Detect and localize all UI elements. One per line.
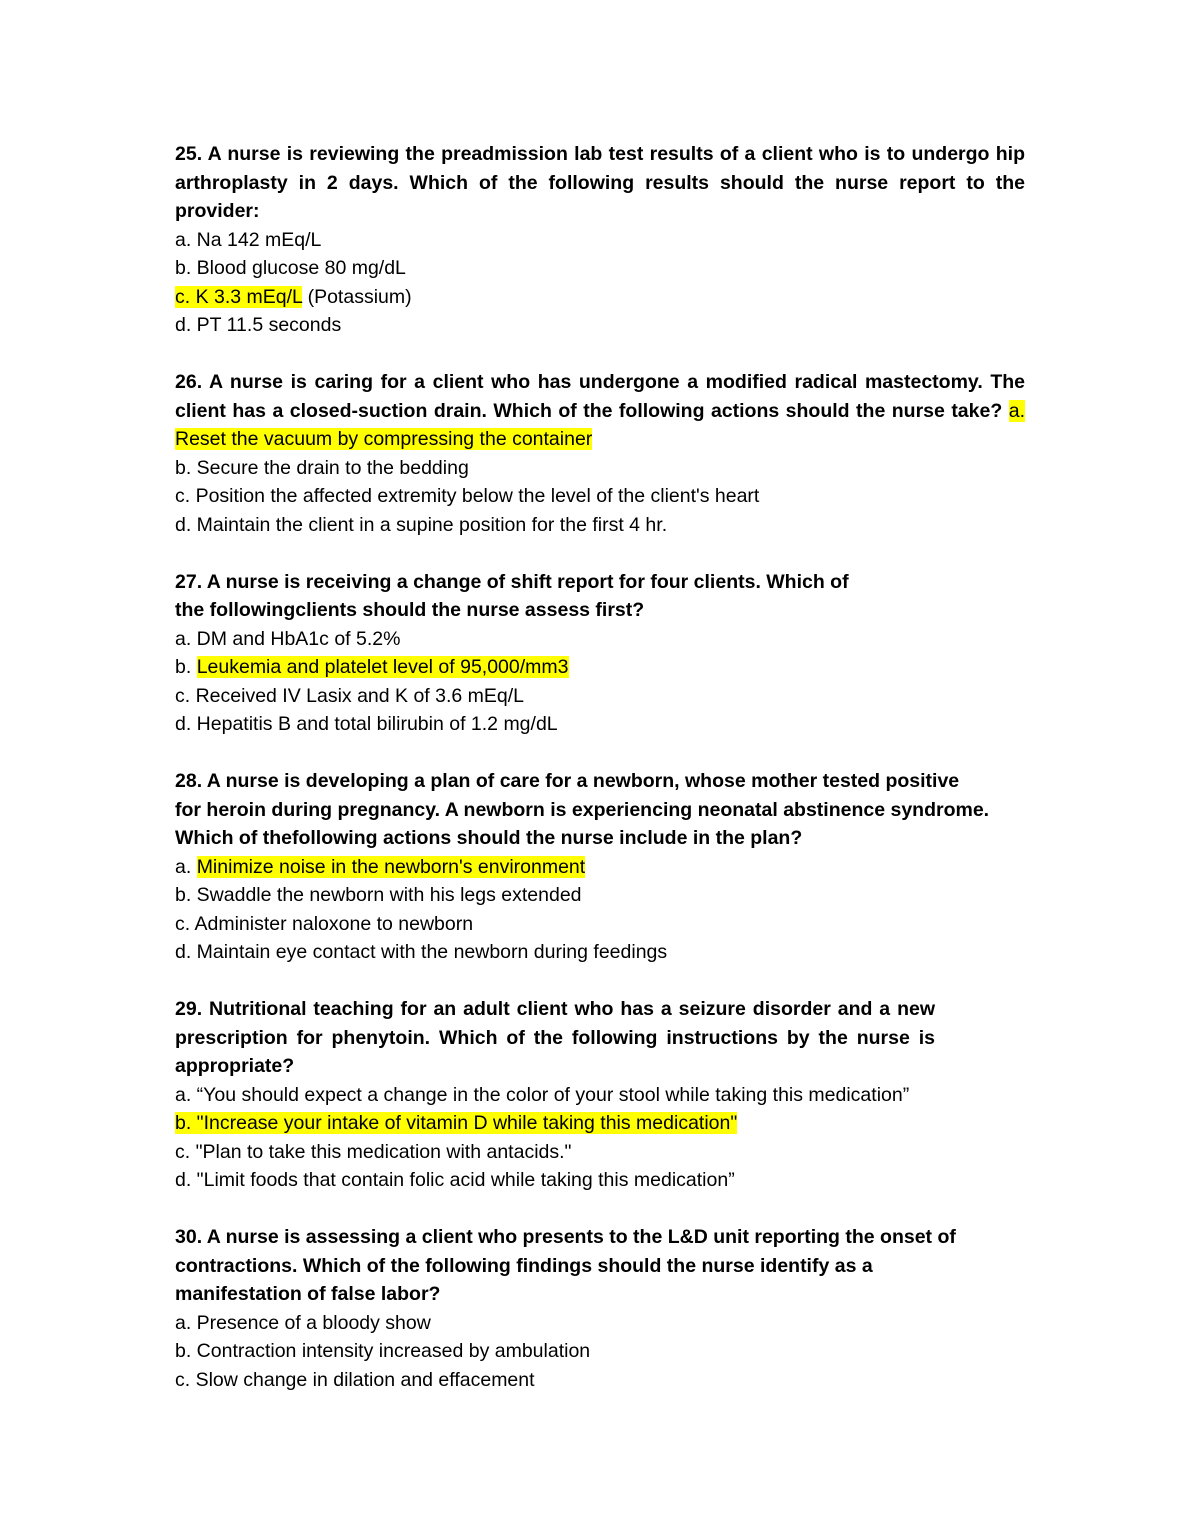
question-stem: 29. Nutritional teaching for an adult client who has a seizure disorder and a new prescription for phenytoin. Which of the following instructions by the nurse is appropriate?: [175, 998, 935, 1077]
question-stem-line-2: contractions. Which of the following findings should the nurse identify as a: [175, 1254, 873, 1277]
question-27: [175, 568, 1025, 739]
question-25: [175, 140, 1025, 340]
option-d: d. Hepatitis B and total bilirubin of 1.2 mg/dL: [175, 713, 558, 735]
question-stem: 25. A nurse is reviewing the preadmission lab test results of a client who is to undergo hip arthroplasty in 2 days. Which of the following results should the nurse report to the provider:: [175, 143, 1025, 222]
question-stem-line-2: the followingclients should the nurse assess first?: [175, 599, 645, 621]
option-c: [175, 283, 1025, 312]
question-stem-line-1: 27. A nurse is receiving a change of shift report for four clients. Which of: [175, 570, 849, 593]
highlighted-answer: Leukemia and platelet level of 95,000/mm3: [196, 656, 569, 678]
question-stem-text: 26. A nurse is caring for a client who has undergone a modified radical mastectomy. The client has a closed-suction drain. Which of the following actions should the nurse take?: [175, 371, 1025, 422]
option-d: d. PT 11.5 seconds: [175, 314, 342, 336]
option-d: d. Maintain the client in a supine position for the first 4 hr.: [175, 513, 668, 536]
option-b: b. Swaddle the newborn with his legs extended: [175, 884, 582, 906]
option-a: a. Na 142 mEq/L: [175, 228, 322, 251]
option-d: d. Maintain eye contact with the newborn during feedings: [175, 941, 668, 963]
question-stem: [175, 368, 1025, 454]
option-b: b. Contraction intensity increased by ambulation: [175, 1340, 591, 1362]
question-28: [175, 767, 1025, 967]
option-b: b. Blood glucose 80 mg/dL: [175, 257, 406, 279]
option-c: c. Slow change in dilation and effacement: [175, 1368, 535, 1391]
highlighted-answer: b. "Increase your intake of vitamin D while taking this medication": [175, 1112, 738, 1134]
option-c: c. Position the affected extremity below the level of the client's heart: [175, 485, 760, 507]
question-stem-line-3: Which of thefollowing actions should the nurse include in the plan?: [175, 827, 803, 849]
question-29: [175, 995, 1025, 1195]
question-stem-line-3: manifestation of false labor?: [175, 1283, 441, 1305]
question-stem-line-1: 28. A nurse is developing a plan of care for a newborn, whose mother tested positive: [175, 770, 960, 792]
option-c-note: (Potassium): [302, 285, 412, 308]
option-b: [175, 653, 1025, 682]
option-a: [175, 853, 1025, 882]
option-c: c. "Plan to take this medication with antacids.": [175, 1140, 572, 1163]
question-stem-line-2: for heroin during pregnancy. A newborn is experiencing neonatal abstinence syndrome.: [175, 798, 990, 821]
question-26: [175, 368, 1025, 539]
question-stem-line-1: 30. A nurse is assessing a client who presents to the L&D unit reporting the onset of: [175, 1226, 956, 1248]
option-a: a. DM and HbA1c of 5.2%: [175, 627, 401, 650]
option-b-prefix: b.: [175, 656, 197, 678]
option-a-prefix: a.: [175, 855, 197, 878]
option-a: a. Presence of a bloody show: [175, 1311, 431, 1334]
highlighted-answer: c. K 3.3 mEq/L: [175, 285, 303, 308]
document-page: [175, 140, 1025, 1394]
option-b: [175, 1109, 1025, 1138]
highlighted-answer: Minimize noise in the newborn's environment: [196, 855, 586, 878]
option-a: a. “You should expect a change in the color of your stool while taking this medication”: [175, 1083, 910, 1106]
option-c: c. Administer naloxone to newborn: [175, 912, 474, 935]
question-30: [175, 1223, 1025, 1394]
option-d: d. "Limit foods that contain folic acid while taking this medication”: [175, 1169, 735, 1191]
option-b: b. Secure the drain to the bedding: [175, 456, 469, 479]
highlighted-answer: a. Reset the vacuum by compressing the container: [175, 399, 1025, 450]
option-c: c. Received IV Lasix and K of 3.6 mEq/L: [175, 684, 525, 707]
